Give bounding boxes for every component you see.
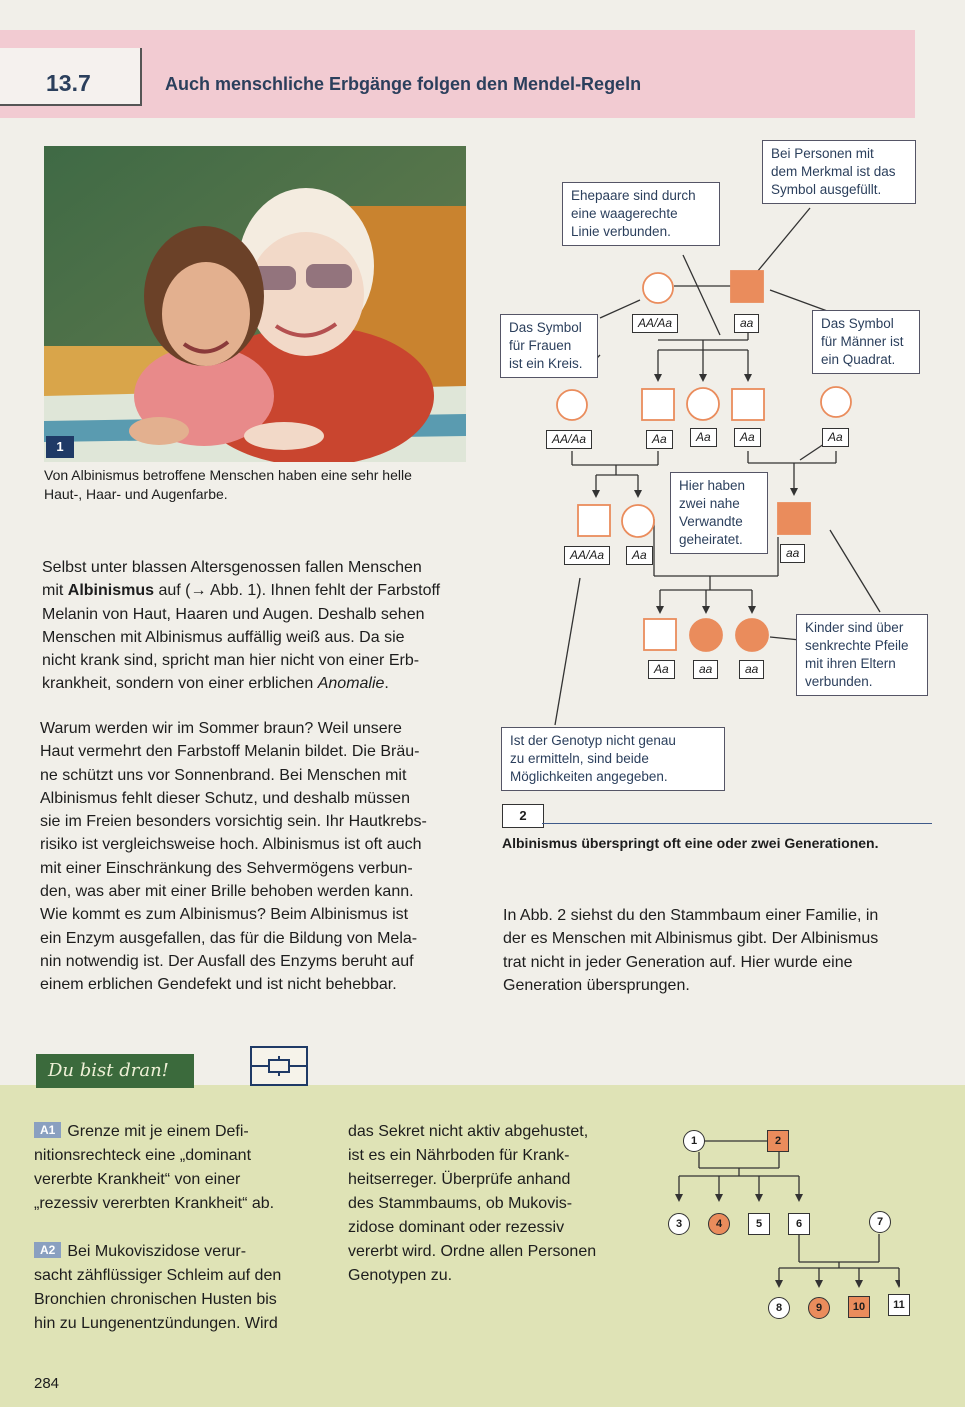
text-line: trat nicht in jeder Generation auf. Hier wurde eine <box>503 953 853 971</box>
tree-person-6: 6 <box>788 1213 810 1235</box>
text-line <box>34 1120 334 1144</box>
tree-person-9: 9 <box>808 1297 830 1319</box>
callout-male <box>812 310 920 374</box>
text-line: mit einer Einschränkung des Sehvermögens verbun- <box>40 859 413 877</box>
text-line: zidose dominant oder rezessiv <box>348 1219 565 1236</box>
text-line: Wie kommt es zum Albinismus? Beim Albinismus ist <box>40 906 409 924</box>
tree-person-11: 11 <box>888 1294 910 1316</box>
callout-line: eine waagerechte <box>571 206 678 221</box>
g2-square <box>732 389 764 420</box>
genotype-label: aa <box>734 314 759 333</box>
tree-person-10: 10 <box>848 1296 870 1318</box>
text-line: „rezessiv vererbten Krankheit“ ab. <box>34 1195 275 1212</box>
genotype-label: Aa <box>734 428 761 447</box>
callout-line: Linie verbunden. <box>571 224 671 239</box>
task-a1 <box>34 1120 334 1216</box>
genotype-label: AA/Aa <box>564 546 610 565</box>
task-a1-badge: A1 <box>34 1122 61 1138</box>
callout-line: geheiratet. <box>679 532 743 547</box>
text-line: sacht zähflüssiger Schleim auf den <box>34 1267 282 1284</box>
figure1-badge: 1 <box>46 436 74 458</box>
callout-line: Symbol ausgefüllt. <box>771 182 882 197</box>
text-line: den, was aber mit einer Brille behoben werden kann. <box>40 883 414 901</box>
callout-line: ein Quadrat. <box>821 352 896 367</box>
text-line: des Stammbaums, ob Mukovis- <box>348 1195 573 1212</box>
diagram-task-icon <box>250 1046 308 1086</box>
figure2-caption: Albinismus überspringt oft eine oder zwei Generationen. <box>502 835 879 851</box>
g3-square-affected <box>778 503 810 534</box>
text-line: Melanin von Haut, Haaren und Augen. Deshalb sehen <box>42 605 425 623</box>
genotype-label: AA/Aa <box>546 430 592 449</box>
callout-line: Bei Personen mit <box>771 146 874 161</box>
tree-person-2: 2 <box>767 1130 789 1152</box>
callout-line: senkrechte Pfeile <box>805 638 909 653</box>
text-line: ein Enzym ausgefallen, das für die Bildung von Mela- <box>40 929 418 947</box>
text-line: ne schützt uns vor Sonnenbrand. Bei Menschen mit <box>40 766 407 784</box>
callout-line: Ist der Genotyp nicht genau <box>510 733 676 748</box>
callout-married <box>562 182 720 246</box>
callout-line: für Frauen <box>509 338 572 353</box>
task-text: Bei Mukoviszidose verur- <box>67 1243 247 1260</box>
figure1-caption-line2: Haut-, Haar- und Augenfarbe. <box>44 486 228 502</box>
callout-children <box>796 614 928 696</box>
text-line: nitionsrechteck eine „dominant <box>34 1147 252 1164</box>
g4-square <box>644 619 676 650</box>
g4-circle-affected <box>736 619 768 651</box>
tree-person-4: 4 <box>708 1213 730 1235</box>
g3-square <box>578 505 610 536</box>
text-line: mit Albinismus auf (→ Abb. 1). Ihnen fehlt der Farbstoff <box>42 582 441 600</box>
text-line: nin notwendig ist. Der Ausfall des Enzyms beruht auf <box>40 952 414 970</box>
callout-line: für Männer ist <box>821 334 904 349</box>
callout-line: zwei nahe <box>679 496 740 511</box>
paragraph-right <box>503 904 943 997</box>
text-line: hin zu Lungenentzündungen. Wird <box>34 1315 278 1332</box>
tasks-heading: Du bist dran! <box>36 1054 194 1088</box>
text-line: der es Menschen mit Albinismus gibt. Der Albinismus <box>503 930 879 948</box>
text-line: einem erblichen Gendefekt und ist nicht behebbar. <box>40 976 397 994</box>
figure2-rule <box>542 823 932 824</box>
callout-relatives <box>670 472 768 554</box>
genotype-label: Aa <box>646 430 673 449</box>
g2-circle <box>821 387 851 417</box>
text-line: In Abb. 2 siehst du den Stammbaum einer Familie, in <box>503 907 879 924</box>
section-number: 13.7 <box>46 70 91 96</box>
genotype-label: Aa <box>648 660 675 679</box>
text-line: das Sekret nicht aktiv abgehustet, <box>348 1123 589 1140</box>
callout-line: Hier haben <box>679 478 746 493</box>
genotype-label: Aa <box>822 428 849 447</box>
text-line: nicht krank sind, spricht man hier nicht von einer Erb- <box>42 652 420 670</box>
callout-line: verbunden. <box>805 674 873 689</box>
callout-female <box>500 314 598 378</box>
text-line: Menschen mit Albinismus auffällig weiß aus. Da sie <box>42 628 405 646</box>
callout-filled <box>762 140 916 204</box>
g4-circle-affected <box>690 619 722 651</box>
task-a2-continued <box>348 1120 648 1288</box>
diagram-icon <box>252 1048 306 1084</box>
g1-man-symbol <box>731 271 763 302</box>
g2-circle <box>687 388 719 420</box>
tree-person-7: 7 <box>869 1211 891 1233</box>
text-line: Selbst unter blassen Altersgenossen fallen Menschen <box>42 559 422 576</box>
g2-square <box>642 389 674 420</box>
g2-circle <box>557 390 587 420</box>
figure2-badge: 2 <box>502 804 544 828</box>
text-line: krankheit, sondern von einer erblichen Anomalie. <box>42 675 389 693</box>
text-line: ist es ein Nährboden für Krank- <box>348 1147 570 1164</box>
callout-line: Das Symbol <box>509 320 582 335</box>
text-line: Genotypen zu. <box>348 1267 453 1284</box>
genotype-label: Aa <box>690 428 717 447</box>
text-line: Bronchien chronischen Husten bis <box>34 1291 277 1308</box>
text-line <box>34 1240 334 1264</box>
callout-line: mit ihren Eltern <box>805 656 896 671</box>
text-line: Warum werden wir im Sommer braun? Weil unsere <box>40 720 402 737</box>
task-a2 <box>34 1240 334 1336</box>
genotype-label: AA/Aa <box>632 314 678 333</box>
text-line: Albinismus fehlt dieser Schutz, und deshalb müssen <box>40 789 410 807</box>
task-a2-badge: A2 <box>34 1242 61 1258</box>
figure1-caption-line1: Von Albinismus betroffene Menschen haben eine sehr helle <box>44 467 412 483</box>
g3-circle <box>622 505 654 537</box>
genotype-label: aa <box>693 660 718 679</box>
text-line: sie im Freien besonders vorsichtig sein. Ihr Hautkrebs- <box>40 813 427 831</box>
section-title: Auch menschliche Erbgänge folgen den Mendel-Regeln <box>165 74 642 94</box>
text-line: vererbt wird. Ordne allen Personen <box>348 1243 597 1260</box>
text-line: risiko ist vergleichsweise hoch. Albinismus ist oft auch <box>40 836 422 854</box>
tree-person-3: 3 <box>668 1213 690 1235</box>
callout-line: Das Symbol <box>821 316 894 331</box>
callout-line: Möglichkeiten angegeben. <box>510 769 668 784</box>
callout-line: zu ermitteln, sind beide <box>510 751 649 766</box>
page-number: 284 <box>34 1375 60 1392</box>
genotype-label: aa <box>780 544 805 563</box>
genotype-label: aa <box>739 660 764 679</box>
tree-person-1: 1 <box>683 1130 705 1152</box>
callout-line: Ehepaare sind durch <box>571 188 696 203</box>
g1-woman-symbol <box>643 273 673 303</box>
callout-line: dem Merkmal ist das <box>771 164 896 179</box>
text-line: vererbte Krankheit“ von einer <box>34 1171 241 1188</box>
text-line: heitserreger. Überprüfe anhand <box>348 1171 571 1188</box>
callout-line: Kinder sind über <box>805 620 904 635</box>
genotype-label: Aa <box>626 546 653 565</box>
text-line: Generation übersprungen. <box>503 976 690 994</box>
text-line: Haut vermehrt den Farbstoff Melanin bildet. Die Bräu- <box>40 743 420 761</box>
callout-line: Verwandte <box>679 514 743 529</box>
callout-line: ist ein Kreis. <box>509 356 583 371</box>
task-text: Grenze mit je einem Defi- <box>67 1123 249 1140</box>
callout-genotype <box>501 727 725 791</box>
tree-person-8: 8 <box>768 1297 790 1319</box>
tree-person-5: 5 <box>748 1213 770 1235</box>
